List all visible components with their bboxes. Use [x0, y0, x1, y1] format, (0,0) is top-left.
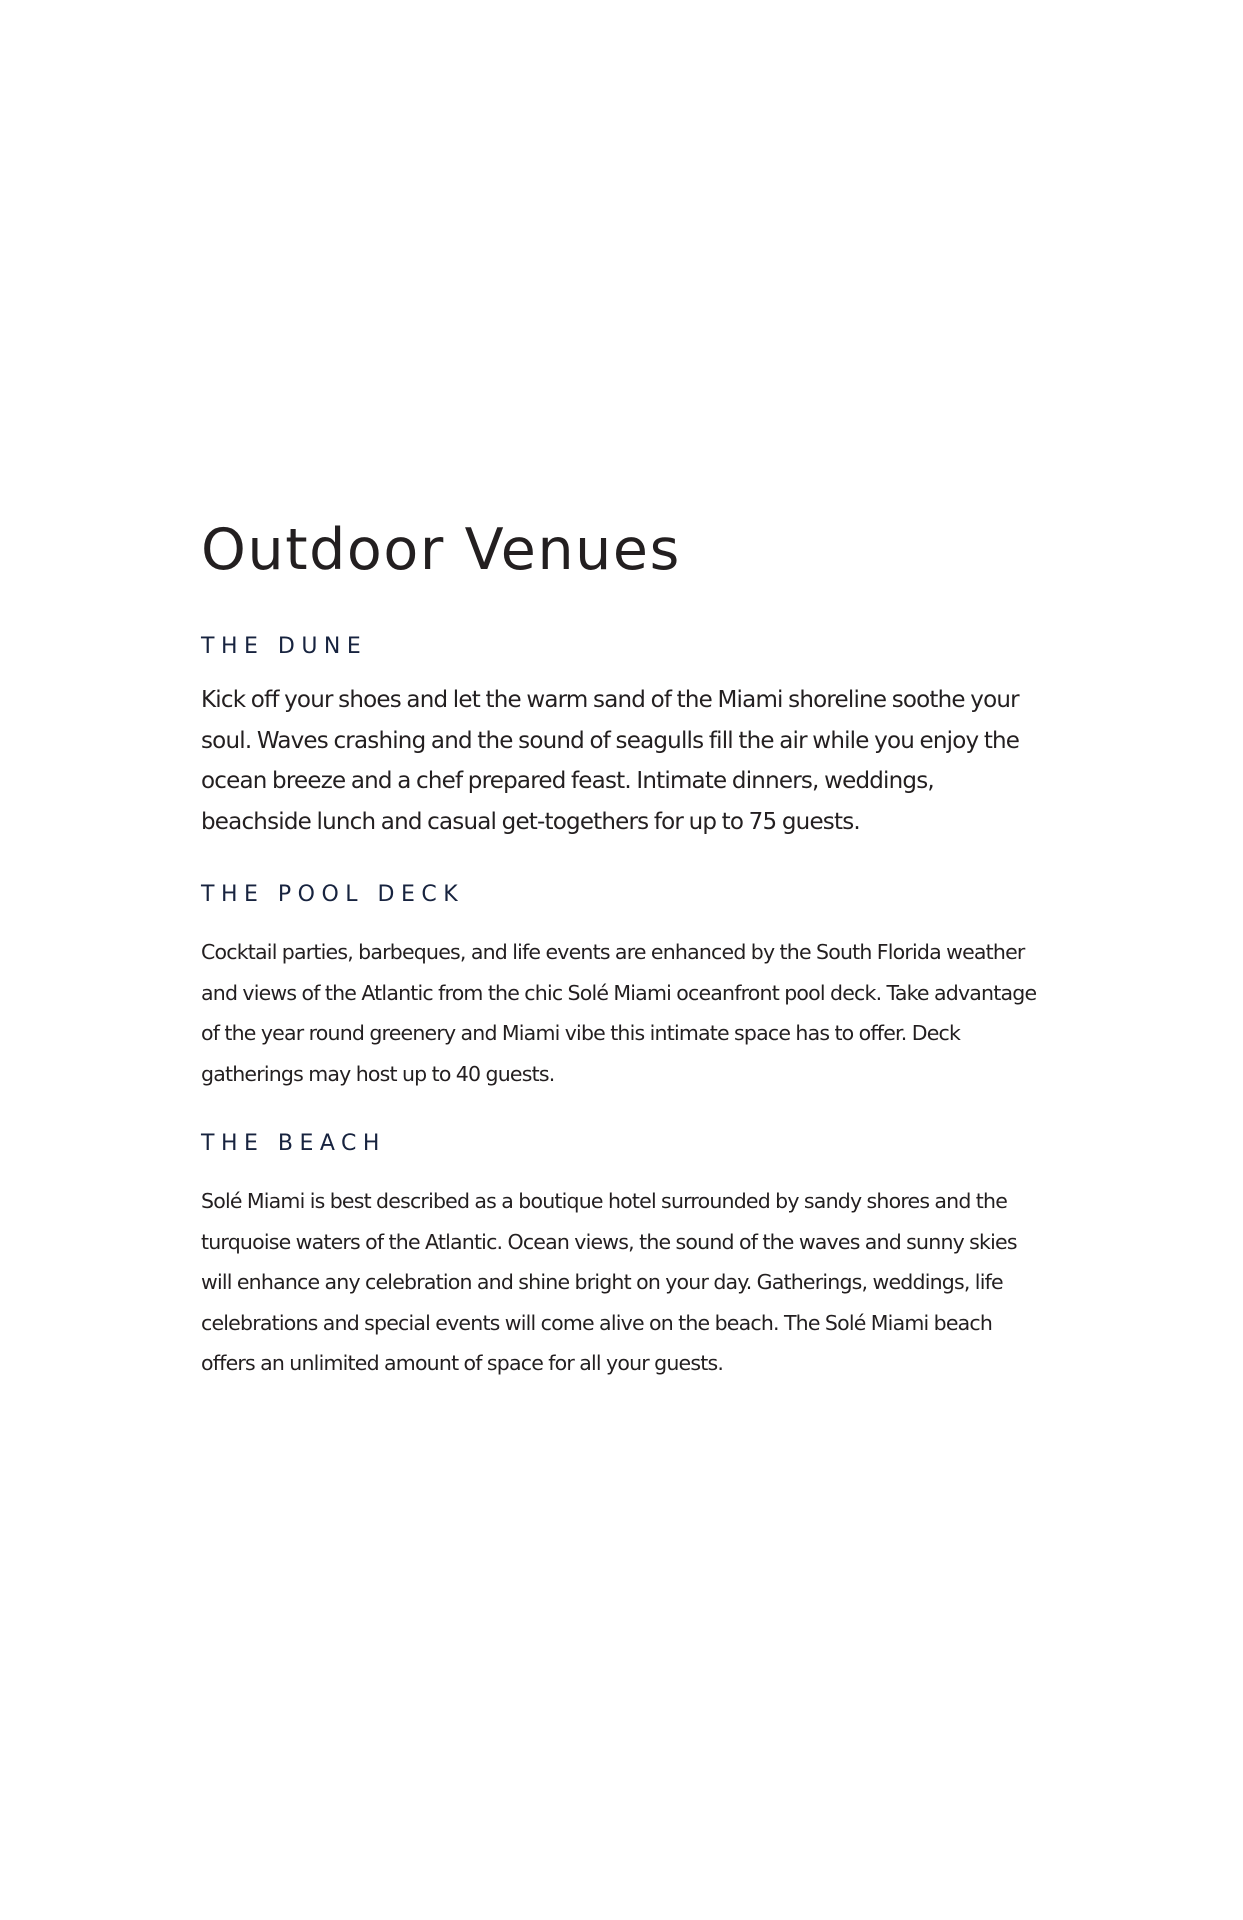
section-body-the-pool-deck: Cocktail parties, barbeques, and life events are enhanced by the South Florida weather and views of the Atlantic from the chic Solé Miami oceanfront pool deck. Take advantage of the year round greenery and Miami vibe this intimate space has to offer. Deck gatherings may host up to 40 guests.	[201, 940, 1037, 1086]
section-heading-the-beach: THE BEACH	[201, 1131, 386, 1156]
section-body-the-beach: Solé Miami is best described as a boutique hotel surrounded by sandy shores and the turquoise waters of the Atlantic. Ocean views, the sound of the waves and sunny skies will enhance any celebration and shine bright on your day. Gatherings, weddings, life celebrations and special events will come alive on the beach. The Solé Miami beach offers an unlimited amount of space for all your guests.	[201, 1189, 1017, 1375]
section-heading-the-pool-deck: THE POOL DECK	[201, 882, 465, 907]
section-the-dune	[201, 631, 1051, 842]
section-body-the-dune: Kick off your shoes and let the warm sand of the Miami shoreline soothe your soul. Waves crashing and the sound of seagulls fill the air while you enjoy the ocean breeze and a chef prepared feast. Intimate dinners, weddings, beachside lunch and casual get-togethers for up to 75 guests.	[201, 687, 1020, 835]
section-heading-the-dune: THE DUNE	[201, 634, 368, 659]
section-the-beach	[201, 1128, 1051, 1384]
page-title: Outdoor Venues	[201, 517, 681, 583]
page-content	[201, 510, 1051, 1384]
section-the-pool-deck	[201, 879, 1051, 1094]
